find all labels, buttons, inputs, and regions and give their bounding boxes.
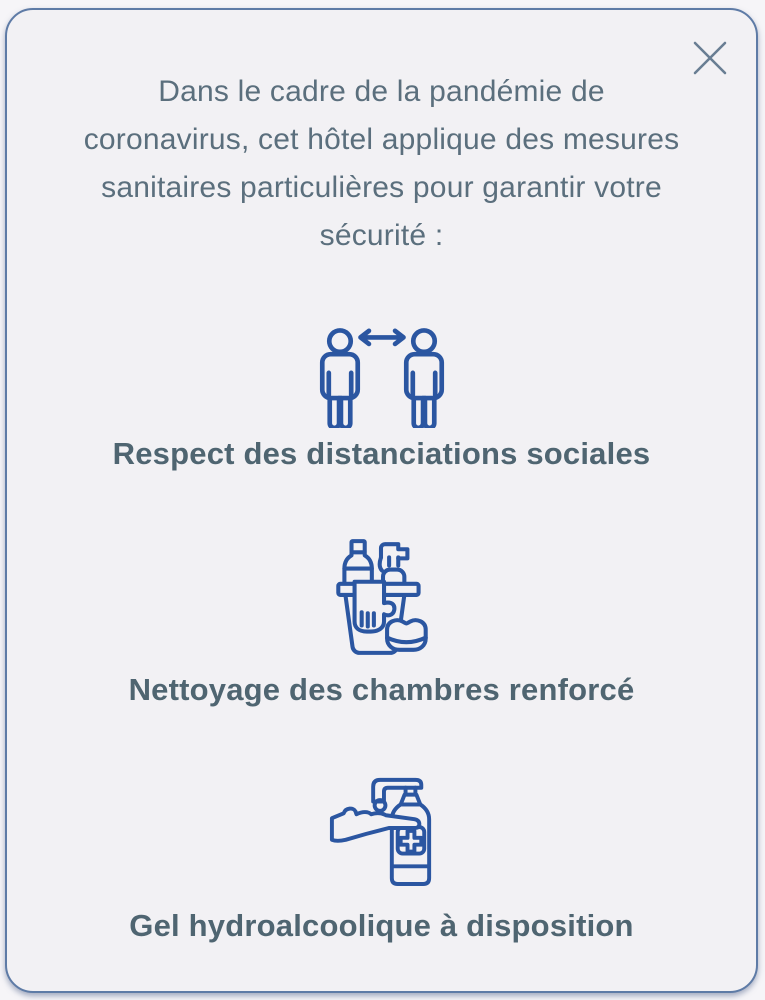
dialog-heading: Dans le cadre de la pandémie de coronavirus, cet hôtel applique des mesures sanitaires particulières pour garantir votre sécurité : xyxy=(83,75,680,252)
social-distancing-icon xyxy=(312,314,452,428)
room-cleaning-icon xyxy=(330,534,434,660)
measure-social-distancing xyxy=(7,314,756,474)
close-icon xyxy=(690,38,730,78)
measure-hand-sanitizer xyxy=(7,768,756,946)
close-button[interactable] xyxy=(688,36,732,80)
measure-label: Respect des distanciations sociales xyxy=(112,436,651,471)
measure-label: Nettoyage des chambres renforcé xyxy=(128,672,635,707)
measure-label: Gel hydroalcoolique à disposition xyxy=(129,908,634,943)
measure-room-cleaning xyxy=(7,534,756,710)
hand-sanitizer-icon xyxy=(327,768,437,890)
covid-measures-dialog xyxy=(5,8,758,993)
